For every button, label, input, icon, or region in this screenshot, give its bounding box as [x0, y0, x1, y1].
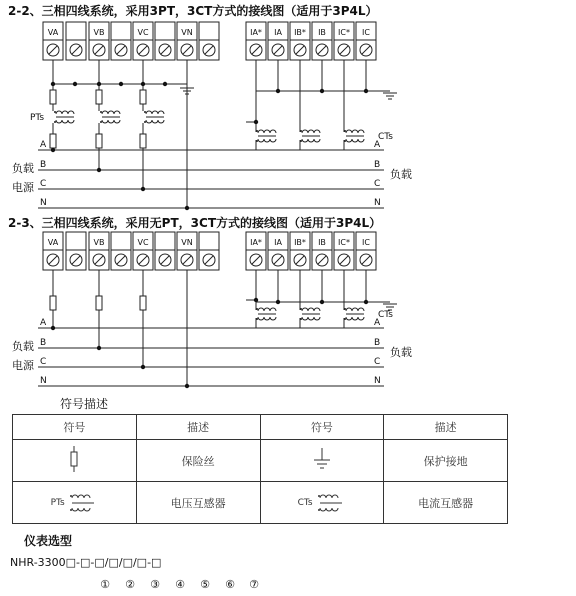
- junction-dot: [364, 300, 368, 304]
- field-number-2: ②: [125, 578, 135, 591]
- junction-dot: [141, 365, 145, 369]
- pt-symbol-label: PTs: [50, 497, 65, 508]
- legend-title: 符号描述: [60, 397, 109, 411]
- terminal-label-box: [155, 232, 175, 250]
- secondary-fuse-icon: [96, 90, 102, 104]
- current-terminal-ia-star: [246, 22, 266, 60]
- transformer-primary-coil: [302, 308, 320, 311]
- terminal-label: VA: [47, 28, 59, 37]
- terminal-label: IB: [318, 238, 326, 247]
- transformer-secondary-coil: [346, 317, 364, 320]
- phase-label-right-c: C: [374, 179, 381, 189]
- ct-transformer-icon: [300, 308, 320, 320]
- terminal-label-box: [66, 232, 86, 250]
- voltage-terminal-blank: [199, 22, 219, 60]
- left-label-load: 负载: [12, 162, 34, 175]
- field-number-5: ⑤: [200, 578, 210, 591]
- terminal-label: IB*: [294, 238, 306, 247]
- transformer-secondary-coil: [302, 317, 320, 320]
- polarity-dot: [300, 130, 302, 132]
- terminal-label-box: [155, 22, 175, 40]
- ct-transformer-icon: [256, 308, 276, 320]
- left-label-source: 电源: [12, 181, 34, 194]
- terminal-label: VN: [181, 238, 193, 247]
- transformer-secondary-coil: [258, 317, 276, 320]
- pt-transformer-icon: [54, 111, 74, 123]
- junction-dot: [364, 89, 368, 93]
- transformer-secondary-coil: [346, 139, 364, 142]
- current-terminal-ia: [268, 232, 288, 270]
- primary-fuse-icon: [50, 134, 56, 148]
- ct-transformer-icon: [344, 130, 364, 142]
- ground-icon: [312, 446, 332, 472]
- phase-label-left-a: A: [40, 140, 47, 150]
- transformer-primary-coil: [302, 130, 320, 133]
- junction-dot: [276, 89, 280, 93]
- pt-symbol-cell: [13, 482, 137, 524]
- left-label-source: 电源: [12, 359, 34, 372]
- field-number-1: ①: [100, 578, 110, 591]
- field-number-6: ⑥: [225, 578, 235, 591]
- primary-fuse-icon: [96, 134, 102, 148]
- junction-dot: [51, 82, 55, 86]
- voltage-terminal-blank: [66, 232, 86, 270]
- junction-dot: [254, 298, 258, 302]
- junction-dot: [97, 346, 101, 350]
- legend-header-symbol-2: 符号: [260, 415, 384, 440]
- terminal-label: IC*: [338, 28, 350, 37]
- ct-symbol-cell: [260, 482, 384, 524]
- junction-dot: [276, 300, 280, 304]
- terminal-label: VN: [181, 28, 193, 37]
- transformer-primary-coil: [346, 130, 364, 133]
- junction-dot: [185, 206, 189, 210]
- ground-description: 保护接地: [384, 440, 508, 482]
- fuse-symbol-cell: [13, 440, 137, 482]
- selection-title: 仪表选型: [24, 534, 73, 548]
- voltage-terminal-blank: [66, 22, 86, 60]
- polarity-dot: [256, 130, 258, 132]
- legend-header-desc-1: 描述: [136, 415, 260, 440]
- ct-label: CTs: [378, 310, 393, 320]
- terminal-label: VB: [93, 28, 105, 37]
- voltage-terminal-vb: [89, 22, 109, 60]
- phase-label-right-a: A: [374, 140, 381, 150]
- current-terminal-ic: [356, 22, 376, 60]
- voltage-terminal-va: [43, 22, 63, 60]
- junction-dot: [51, 326, 55, 330]
- ct-transformer-icon: [344, 308, 364, 320]
- terminal-label: IC: [362, 238, 370, 247]
- voltage-terminal-blank: [111, 22, 131, 60]
- fuse-icon: [64, 446, 84, 472]
- fuse-icon: [96, 296, 102, 310]
- current-terminal-ib-star: [290, 22, 310, 60]
- junction-dot: [320, 300, 324, 304]
- model-code: NHR-3300□-□-□/□/□/□-□: [10, 556, 162, 569]
- primary-fuse-icon: [140, 134, 146, 148]
- phase-label-left-a: A: [40, 318, 47, 328]
- phase-label-right-b: B: [374, 160, 381, 170]
- junction-dot: [73, 82, 77, 86]
- secondary-fuse-icon: [140, 90, 146, 104]
- voltage-terminal-blank: [199, 232, 219, 270]
- junction-dot: [141, 82, 145, 86]
- transformer-primary-coil: [258, 308, 276, 311]
- ct-transformer-icon: [316, 490, 346, 516]
- junction-dot: [141, 187, 145, 191]
- junction-dot: [51, 148, 55, 152]
- legend-header-desc-2: 描述: [384, 415, 508, 440]
- voltage-terminal-vn: [177, 232, 197, 270]
- fuse-icon: [140, 296, 146, 310]
- transformer-primary-coil: [146, 111, 164, 114]
- voltage-terminal-vc: [133, 232, 153, 270]
- pt-transformer-icon: [144, 111, 164, 123]
- phase-label-left-c: C: [40, 357, 47, 367]
- phase-label-left-n: N: [40, 376, 47, 386]
- terminal-label: VA: [47, 238, 59, 247]
- secondary-fuse-icon: [50, 90, 56, 104]
- transformer-primary-coil: [346, 308, 364, 311]
- transformer-primary-coil: [56, 111, 74, 114]
- terminal-label: IA*: [250, 28, 262, 37]
- ct-label: CTs: [378, 132, 393, 142]
- transformer-secondary-coil: [102, 120, 120, 123]
- transformer-primary-coil: [102, 111, 120, 114]
- pt-transformer-icon: [68, 490, 98, 516]
- voltage-terminal-va: [43, 232, 63, 270]
- terminal-label-box: [199, 22, 219, 40]
- voltage-terminal-vb: [89, 232, 109, 270]
- transformer-secondary-coil: [258, 139, 276, 142]
- terminal-label-box: [66, 22, 86, 40]
- polarity-dot: [54, 111, 56, 113]
- terminal-label: IC*: [338, 238, 350, 247]
- voltage-terminal-vc: [133, 22, 153, 60]
- current-terminal-ic-star: [334, 22, 354, 60]
- junction-dot: [320, 89, 324, 93]
- pt-label: PTs: [30, 113, 45, 123]
- pt-description: 电压互感器: [136, 482, 260, 524]
- junction-dot: [254, 120, 258, 124]
- junction-dot: [163, 82, 167, 86]
- symbol-legend-table: [12, 414, 508, 524]
- ct-transformer-icon: [300, 130, 320, 142]
- current-terminal-ib: [312, 22, 332, 60]
- terminal-label-box: [111, 22, 131, 40]
- terminal-label-box: [199, 232, 219, 250]
- current-terminal-ib: [312, 232, 332, 270]
- terminal-label: IA: [274, 28, 282, 37]
- phase-label-left-b: B: [40, 160, 47, 170]
- voltage-terminal-blank: [111, 232, 131, 270]
- voltage-terminal-blank: [155, 232, 175, 270]
- section2-title: 2-3、三相四线系统，采用无PT，3CT方式的接线图（适用于3P4L）: [8, 216, 382, 230]
- polarity-dot: [144, 121, 146, 123]
- right-label-load: 负载: [390, 346, 412, 359]
- ct-symbol-label: CTs: [297, 497, 313, 508]
- junction-dot: [97, 82, 101, 86]
- polarity-dot: [54, 121, 56, 123]
- terminal-label: IA*: [250, 238, 262, 247]
- transformer-secondary-coil: [56, 120, 74, 123]
- legend-header-symbol-1: 符号: [13, 415, 137, 440]
- polarity-dot: [100, 111, 102, 113]
- terminal-label: IC: [362, 28, 370, 37]
- field-number-4: ④: [175, 578, 185, 591]
- ct-transformer-icon: [256, 130, 276, 142]
- polarity-dot: [144, 111, 146, 113]
- terminal-label-box: [111, 232, 131, 250]
- fuse-icon: [50, 296, 56, 310]
- transformer-secondary-coil: [146, 120, 164, 123]
- voltage-terminal-vn: [177, 22, 197, 60]
- section1-title: 2-2、三相四线系统，采用3PT，3CT方式的接线图（适用于3P4L）: [8, 4, 378, 18]
- phase-label-right-c: C: [374, 357, 381, 367]
- ground-icon: [383, 93, 397, 99]
- pt-transformer-icon: [100, 111, 120, 123]
- voltage-terminal-blank: [155, 22, 175, 60]
- terminal-label: IB: [318, 28, 326, 37]
- phase-label-left-c: C: [40, 179, 47, 189]
- field-number-3: ③: [150, 578, 160, 591]
- junction-dot: [185, 384, 189, 388]
- transformer-primary-coil: [258, 130, 276, 133]
- fuse-description: 保险丝: [136, 440, 260, 482]
- current-terminal-ia: [268, 22, 288, 60]
- left-label-load: 负载: [12, 340, 34, 353]
- junction-dot: [97, 168, 101, 172]
- terminal-label: IA: [274, 238, 282, 247]
- junction-dot: [119, 82, 123, 86]
- phase-label-right-n: N: [374, 198, 381, 208]
- polarity-dot: [256, 308, 258, 310]
- polarity-dot: [344, 130, 346, 132]
- polarity-dot: [344, 308, 346, 310]
- current-terminal-ic: [356, 232, 376, 270]
- right-label-load: 负载: [390, 168, 412, 181]
- terminal-label: VC: [137, 238, 149, 247]
- phase-label-right-b: B: [374, 338, 381, 348]
- current-terminal-ic-star: [334, 232, 354, 270]
- current-terminal-ia-star: [246, 232, 266, 270]
- ct-description: 电流互感器: [384, 482, 508, 524]
- phase-label-left-n: N: [40, 198, 47, 208]
- phase-label-right-n: N: [374, 376, 381, 386]
- polarity-dot: [300, 308, 302, 310]
- current-terminal-ib-star: [290, 232, 310, 270]
- terminal-label: VC: [137, 28, 149, 37]
- ground-symbol-cell: [260, 440, 384, 482]
- terminal-label: IB*: [294, 28, 306, 37]
- phase-label-left-b: B: [40, 338, 47, 348]
- phase-label-right-a: A: [374, 318, 381, 328]
- transformer-secondary-coil: [302, 139, 320, 142]
- polarity-dot: [100, 121, 102, 123]
- terminal-label: VB: [93, 238, 105, 247]
- field-number-7: ⑦: [249, 578, 259, 591]
